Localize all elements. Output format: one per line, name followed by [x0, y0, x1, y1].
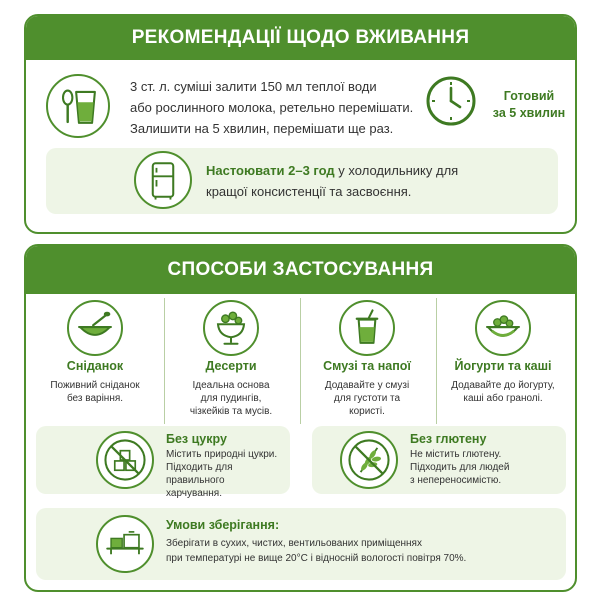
no-gluten-icon — [340, 431, 398, 489]
instruction-line: Залишити на 5 хвилин, перемішати ще раз. — [130, 121, 394, 136]
desc-line: для густоти та — [333, 393, 401, 404]
desc-line: Додавайте до йогурту, — [451, 380, 555, 391]
desc-line: Зберігати в сухих, чистих, вентильованих приміщеннях — [166, 538, 422, 549]
column-divider — [164, 298, 165, 424]
storage-title: Умови зберігання: — [166, 518, 280, 532]
no-gluten-title: Без глютену — [410, 432, 487, 446]
fridge-tip-rest: у холодильнику для — [334, 163, 459, 178]
methods-panel-title: СПОСОБИ ЗАСТОСУВАННЯ — [26, 246, 575, 294]
bowl-spoon-icon — [67, 300, 123, 356]
desc-line: чізкейків та мусів. — [189, 406, 273, 417]
usage-panel-title: РЕКОМЕНДАЦІЇ ЩОДО ВЖИВАННЯ — [26, 16, 575, 60]
fridge-tip-text — [206, 160, 546, 202]
no-gluten-box — [312, 426, 566, 494]
desc-line: Не містить глютену. — [410, 449, 502, 460]
method-title: Сніданок — [66, 359, 124, 373]
fridge-tip-box — [46, 148, 558, 214]
smoothie-cup-icon — [339, 300, 395, 356]
method-description — [307, 379, 427, 418]
desc-line: Містить природні цукри. — [166, 449, 278, 460]
desc-line: Додавайте у смузі — [324, 380, 410, 391]
usage-recommendations-panel — [24, 14, 577, 234]
storage-description — [166, 536, 561, 566]
storage-box — [36, 508, 566, 580]
application-methods-panel — [24, 244, 577, 592]
preparation-instructions — [130, 76, 430, 139]
method-title: Десерти — [205, 359, 257, 373]
no-sugar-description — [166, 448, 288, 500]
method-description — [171, 379, 291, 418]
ready-line: Готовий — [503, 89, 555, 103]
desc-line: без варіння. — [66, 393, 124, 404]
method-title: Йогурти та каші — [454, 359, 552, 373]
method-description — [35, 379, 155, 405]
method-description — [443, 379, 563, 405]
column-divider — [300, 298, 301, 424]
instruction-line: 3 ст. л. суміші залити 150 мл теплої води — [130, 79, 377, 94]
yogurt-bowl-icon — [475, 300, 531, 356]
spoon-glass-icon — [46, 74, 110, 138]
storage-shelf-icon — [96, 515, 154, 573]
no-sugar-box — [36, 426, 290, 499]
fridge-tip-line: кращої консистенції та засвоєння. — [206, 184, 412, 199]
ready-time-label — [484, 88, 574, 122]
dessert-cup-icon — [203, 300, 259, 356]
no-sugar-title: Без цукру — [166, 432, 227, 446]
no-gluten-description — [410, 448, 560, 487]
fridge-tip-bold: Настоювати 2–3 год — [206, 163, 335, 178]
clock-icon — [424, 74, 478, 128]
desc-line: Ідеальна основа — [192, 380, 270, 391]
fridge-icon — [134, 151, 192, 209]
column-divider — [436, 298, 437, 424]
desc-line: каші або гранолі. — [463, 393, 543, 404]
desc-line: Поживний сніданок — [50, 380, 140, 391]
method-title: Смузі та напої — [323, 359, 411, 373]
no-sugar-icon — [96, 431, 154, 489]
desc-line: з непереносимістю. — [410, 475, 502, 486]
ready-line: за 5 хвилин — [492, 106, 566, 120]
desc-line: для пудингів, — [200, 393, 262, 404]
desc-line: Підходить для правильного — [166, 462, 233, 486]
desc-line: при температурі не вище 20°C і відносній вологості повітря 70%. — [166, 553, 467, 564]
desc-line: користі. — [349, 406, 385, 417]
instruction-line: або рослинного молока, ретельно перемішати. — [130, 100, 414, 115]
desc-line: харчування. — [166, 488, 223, 499]
desc-line: Підходить для людей — [410, 462, 510, 473]
